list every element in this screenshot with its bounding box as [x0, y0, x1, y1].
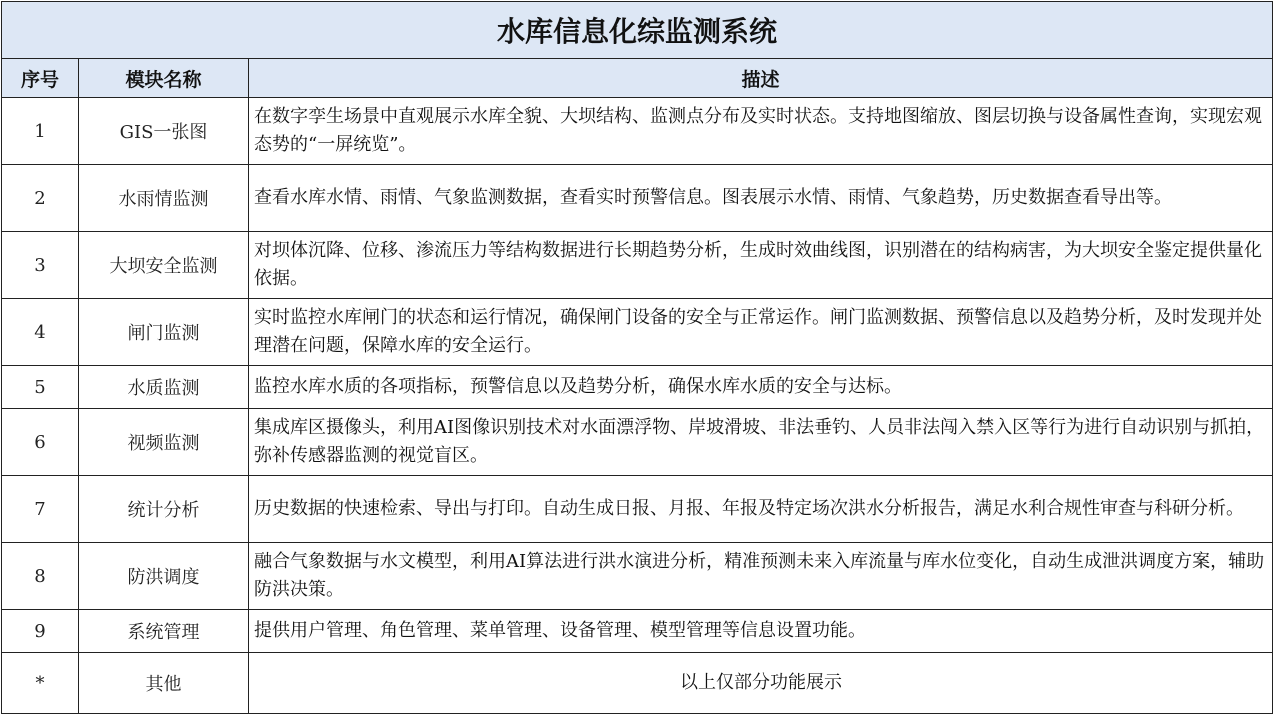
module-name: 统计分析: [79, 476, 249, 543]
module-name: 水雨情监测: [79, 165, 249, 232]
module-description: 实时监控水库闸门的状态和运行情况，确保闸门设备的安全与正常运作。闸门监测数据、预警信息以及趋势分析，及时发现并处理潜在问题，保障水库的安全运行。: [249, 299, 1273, 366]
module-name: 闸门监测: [79, 299, 249, 366]
table-row: [2, 476, 1273, 543]
module-description: 以上仅部分功能展示: [249, 653, 1273, 714]
module-description: 在数字孪生场景中直观展示水库全貌、大坝结构、监测点分布及实时状态。支持地图缩放、图层切换与设备属性查询，实现宏观态势的“一屏统览”。: [249, 98, 1273, 165]
row-number: 2: [2, 165, 79, 232]
table-row: [2, 165, 1273, 232]
table-row: [2, 653, 1273, 714]
table-row: [2, 366, 1273, 409]
table-row: [2, 610, 1273, 653]
header-desc: 描述: [249, 59, 1273, 98]
module-name: 大坝安全监测: [79, 232, 249, 299]
table-row: [2, 409, 1273, 476]
module-description: 对坝体沉降、位移、渗流压力等结构数据进行长期趋势分析，生成时效曲线图，识别潜在的结构病害，为大坝安全鉴定提供量化依据。: [249, 232, 1273, 299]
module-name: 水质监测: [79, 366, 249, 409]
row-number: 3: [2, 232, 79, 299]
module-description: 监控水库水质的各项指标，预警信息以及趋势分析，确保水库水质的安全与达标。: [249, 366, 1273, 409]
module-name: 防洪调度: [79, 543, 249, 610]
row-number: 9: [2, 610, 79, 653]
row-number: 7: [2, 476, 79, 543]
module-name: GIS一张图: [79, 98, 249, 165]
header-name: 模块名称: [79, 59, 249, 98]
row-number: 6: [2, 409, 79, 476]
module-name: 系统管理: [79, 610, 249, 653]
row-number: *: [2, 653, 79, 714]
row-number: 5: [2, 366, 79, 409]
module-description: 历史数据的快速检索、导出与打印。自动生成日报、月报、年报及特定场次洪水分析报告，满足水利合规性审查与科研分析。: [249, 476, 1273, 543]
module-description: 查看水库水情、雨情、气象监测数据，查看实时预警信息。图表展示水情、雨情、气象趋势，历史数据查看导出等。: [249, 165, 1273, 232]
table-title: 水库信息化综监测系统: [2, 2, 1273, 59]
table-row: [2, 543, 1273, 610]
module-description: 提供用户管理、角色管理、菜单管理、设备管理、模型管理等信息设置功能。: [249, 610, 1273, 653]
table-row: [2, 98, 1273, 165]
module-description: 集成库区摄像头，利用AI图像识别技术对水面漂浮物、岸坡滑坡、非法垂钓、人员非法闯入禁入区等行为进行自动识别与抓拍，弥补传感器监测的视觉盲区。: [249, 409, 1273, 476]
module-table: [1, 1, 1273, 714]
table-row: [2, 232, 1273, 299]
row-number: 1: [2, 98, 79, 165]
header-no: 序号: [2, 59, 79, 98]
module-name: 视频监测: [79, 409, 249, 476]
row-number: 4: [2, 299, 79, 366]
row-number: 8: [2, 543, 79, 610]
table-row: [2, 299, 1273, 366]
module-description: 融合气象数据与水文模型，利用AI算法进行洪水演进分析，精准预测未来入库流量与库水位变化，自动生成泄洪调度方案，辅助防洪决策。: [249, 543, 1273, 610]
module-name: 其他: [79, 653, 249, 714]
